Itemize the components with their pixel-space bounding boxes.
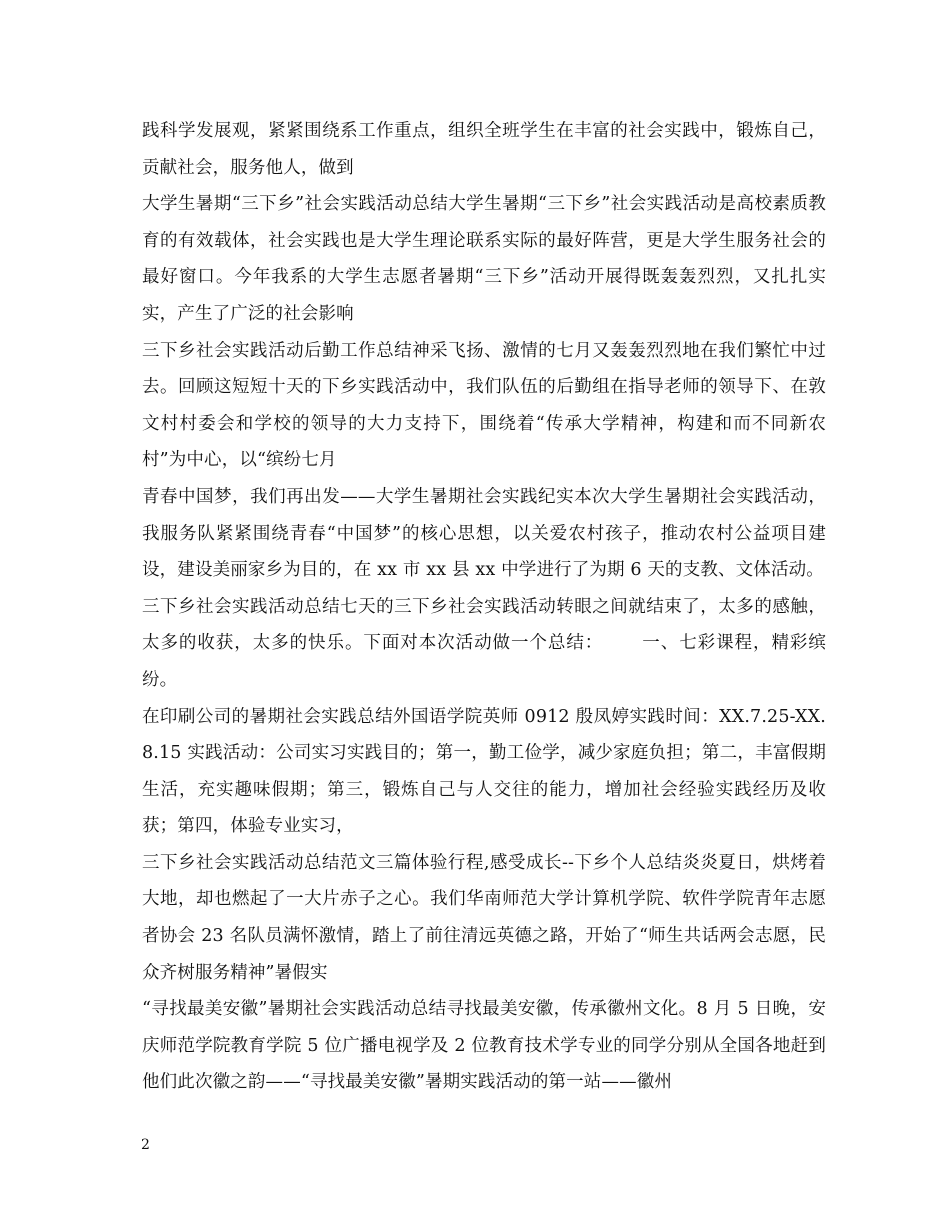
paragraph-6: 在印刷公司的暑期社会实践总结外国语学院英师 0912 殷凤婷实践时间：XX.7.25-XX.8.15 实践活动：公司实习实践目的；第一，勤工俭学，减少家庭负担；第二，丰富假期生活，充实趣味假期；第三，锻炼自己与人交往的能力，增加社会经验实践经历及收获；第四，体验专业实习， — [142, 706, 826, 837]
paragraph-2: 大学生暑期“三下乡”社会实践活动总结大学生暑期“三下乡”社会实践活动是高校素质教育的有效载体，社会实践也是大学生理论联系实际的最好阵营，更是大学生服务社会的最好窗口。今年我系的大学生志愿者暑期“三下乡”活动开展得既轰轰烈烈，又扎扎实实，产生了广泛的社会影响 — [142, 194, 826, 324]
page-number: 2 — [141, 1137, 150, 1153]
paragraph-7: 三下乡社会实践活动总结范文三篇体验行程,感受成长--下乡个人总结炎炎夏日，烘烤着大地，却也燃起了一大片赤子之心。我们华南师范大学计算机学院、软件学院青年志愿者协会 23 名队员满怀激情，踏上了前往清远英德之路，开始了“师生共话两会志愿，民众齐树服务精神”暑假实 — [142, 852, 826, 983]
paragraph-4: 青春中国梦，我们再出发——大学生暑期社会实践纪实本次大学生暑期社会实践活动，我服务队紧紧围绕青春“中国梦”的核心思想，以关爱农村孩子，推动农村公益项目建设，建设美丽家乡为目的，在 xx 市 xx 县 xx 中学进行了为期 6 天的支教、文体活动。 — [142, 486, 826, 581]
paragraph-3: 三下乡社会实践活动后勤工作总结神采飞扬、激情的七月又轰轰烈烈地在我们繁忙中过去。回顾这短短十天的下乡实践活动中，我们队伍的后勤组在指导老师的领导下、在敦文村村委会和学校的领导的大力支持下，围绕着“传承大学精神，构建和而不同新农村”为中心，以“缤纷七月 — [142, 340, 826, 471]
paragraph-1: 践科学发展观，紧紧围绕系工作重点，组织全班学生在丰富的社会实践中，锻炼自己，贡献社会，服务他人，做到 — [142, 121, 826, 178]
paragraph-8: “寻找最美安徽”暑期社会实践活动总结寻找最美安徽，传承徽州文化。8 月 5 日晚，安庆师范学院教育学院 5 位广播电视学及 2 位教育技术学专业的同学分别从全国各地赶到他们此次徽之韵——“寻找最美安徽”暑期实践活动的第一站——徽州 — [142, 999, 826, 1093]
document-body — [142, 113, 826, 1101]
paragraph-5: 三下乡社会实践活动总结七天的三下乡社会实践活动转眼之间就结束了，太多的感触，太多的收获，太多的快乐。下面对本次活动做一个总结： 一、七彩课程，精彩缤纷。 — [142, 596, 826, 690]
